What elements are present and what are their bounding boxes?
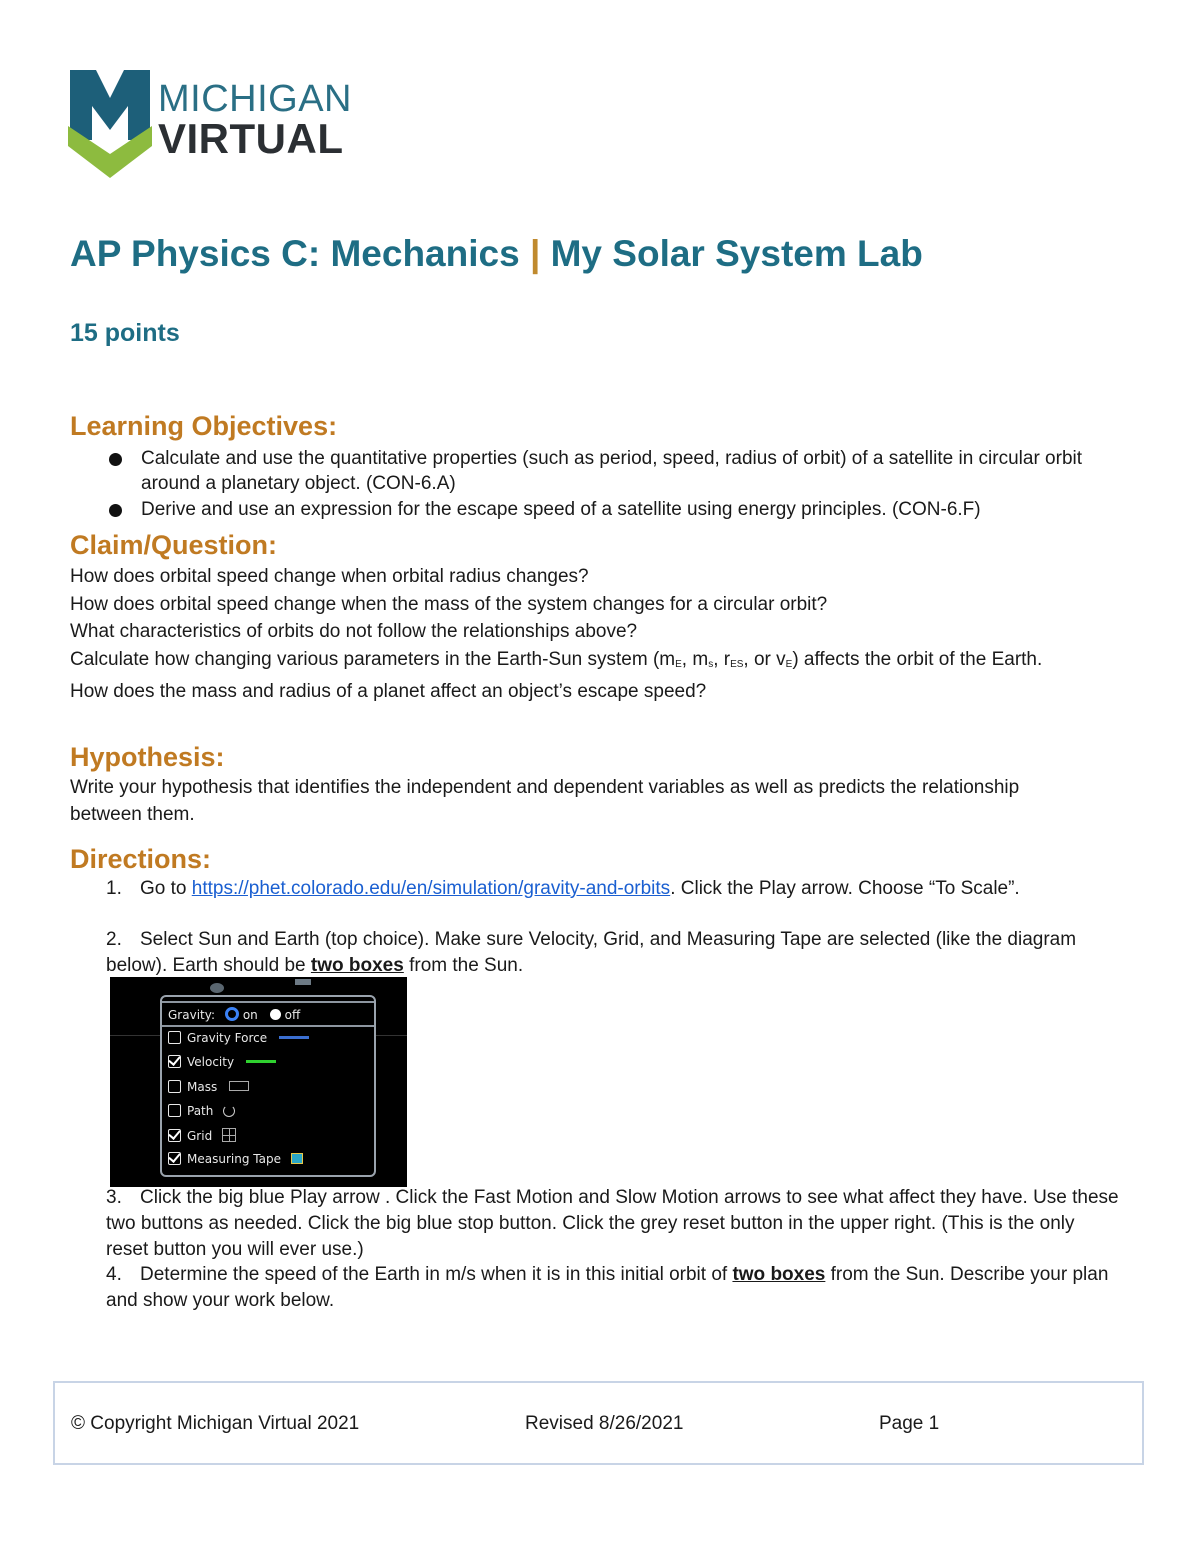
option-path[interactable]: Path — [168, 1104, 235, 1118]
objectives-heading: Learning Objectives: — [70, 411, 338, 441]
checkbox[interactable] — [168, 1031, 181, 1044]
path-icon — [223, 1105, 235, 1117]
option-velocity[interactable]: Velocity — [168, 1055, 276, 1069]
bullet-icon — [109, 453, 122, 466]
list-item: Derive and use an expression for the escape speed of a satellite using energy principles. (CON-6.F) — [70, 497, 1120, 522]
direction-step-2: 2. Select Sun and Earth (top choice). Make sure Velocity, Grid, and Measuring Tape are selected (like the diagram below). Earth should be two boxes from the Sun. — [106, 929, 1077, 976]
arrow-green-icon — [246, 1060, 276, 1063]
checkbox[interactable] — [168, 1080, 181, 1093]
page-title — [70, 232, 923, 276]
arrow-blue-icon — [279, 1036, 309, 1039]
question-5: How does the mass and radius of a planet affect an object’s escape speed? — [70, 681, 707, 702]
hypothesis-heading: Hypothesis: — [70, 742, 225, 772]
logo-text-michigan: MICHIGAN — [158, 78, 352, 120]
option-grid[interactable]: Grid — [168, 1128, 236, 1143]
settings-panel — [160, 995, 376, 1177]
direction-step-1: 1. Go to https://phet.colorado.edu/en/simulation/gravity-and-orbits. Click the Play arrow. Choose “To Scale”. — [106, 878, 1020, 899]
simulation-screenshot — [110, 977, 407, 1187]
claim-heading: Claim/Question: — [70, 530, 278, 560]
question-1: How does orbital speed change when orbital radius changes? — [70, 566, 589, 587]
option-gravity-force[interactable]: Gravity Force — [168, 1031, 309, 1045]
question-2: How does orbital speed change when the mass of the system changes for a circular orbit? — [70, 593, 828, 615]
footer-copyright: © Copyright Michigan Virtual 2021 — [71, 1413, 360, 1434]
satellite-icon — [295, 979, 311, 985]
directions-heading: Directions: — [70, 844, 212, 874]
footer-page: Page 1 — [879, 1413, 940, 1434]
grid-icon — [222, 1128, 236, 1142]
question-4: Calculate how changing various parameters in the Earth-Sun system ($m_E$, $m_s$, $r_{ES}$, or $v_E$) affects the orbit of the Earth. — [70, 648, 1043, 670]
tape-icon — [291, 1153, 303, 1164]
hypothesis-text: Write your hypothesis that identifies the independent and dependent variables as well as predicts the relationship between them. — [70, 777, 1020, 825]
objectives-list — [70, 446, 1120, 523]
scale-icon — [229, 1081, 249, 1091]
footer-revised: Revised 8/26/2021 — [525, 1413, 684, 1434]
points-label: 15 points — [70, 319, 180, 347]
direction-step-4: 4. Determine the speed of the Earth in m/s when it is in this initial orbit of two boxes from the Sun. Describe your plan and show your work below. — [106, 1264, 1109, 1311]
bullet-icon — [109, 504, 122, 517]
gravity-toggle[interactable]: Gravity: on off — [168, 1008, 301, 1022]
claim-questions — [70, 563, 1130, 706]
option-measuring-tape[interactable]: Measuring Tape — [168, 1152, 303, 1166]
logo-text-virtual: VIRTUAL — [158, 115, 344, 162]
title-separator: | — [529, 233, 541, 274]
lab-name: My Solar System Lab — [550, 233, 923, 274]
course-name: AP Physics C: Mechanics — [70, 233, 520, 274]
radio-on-icon[interactable] — [225, 1007, 239, 1021]
radio-off-icon[interactable] — [270, 1009, 281, 1020]
checkbox-checked[interactable] — [168, 1129, 181, 1142]
checkbox-checked[interactable] — [168, 1152, 181, 1165]
phet-link[interactable]: https://phet.colorado.edu/en/simulation/gravity-and-orbits — [191, 878, 671, 899]
earth-icon — [210, 983, 224, 993]
direction-step-3: 3. Click the big blue Play arrow . Click the Fast Motion and Slow Motion arrows to see what affect they have. Use these two buttons as needed. Click the big blue stop button. Click the grey reset button in the upper right. (This is the only reset button you will ever use.) — [106, 1187, 1119, 1260]
checkbox-checked[interactable] — [168, 1055, 181, 1068]
list-item: Calculate and use the quantitative properties (such as period, speed, radius of orbit) of a satellite in circular orbit around a planetary object. (CON-6.A) — [70, 446, 1120, 496]
checkbox[interactable] — [168, 1104, 181, 1117]
question-3: What characteristics of orbits do not follow the relationships above? — [70, 621, 638, 642]
option-mass[interactable]: Mass — [168, 1080, 249, 1094]
